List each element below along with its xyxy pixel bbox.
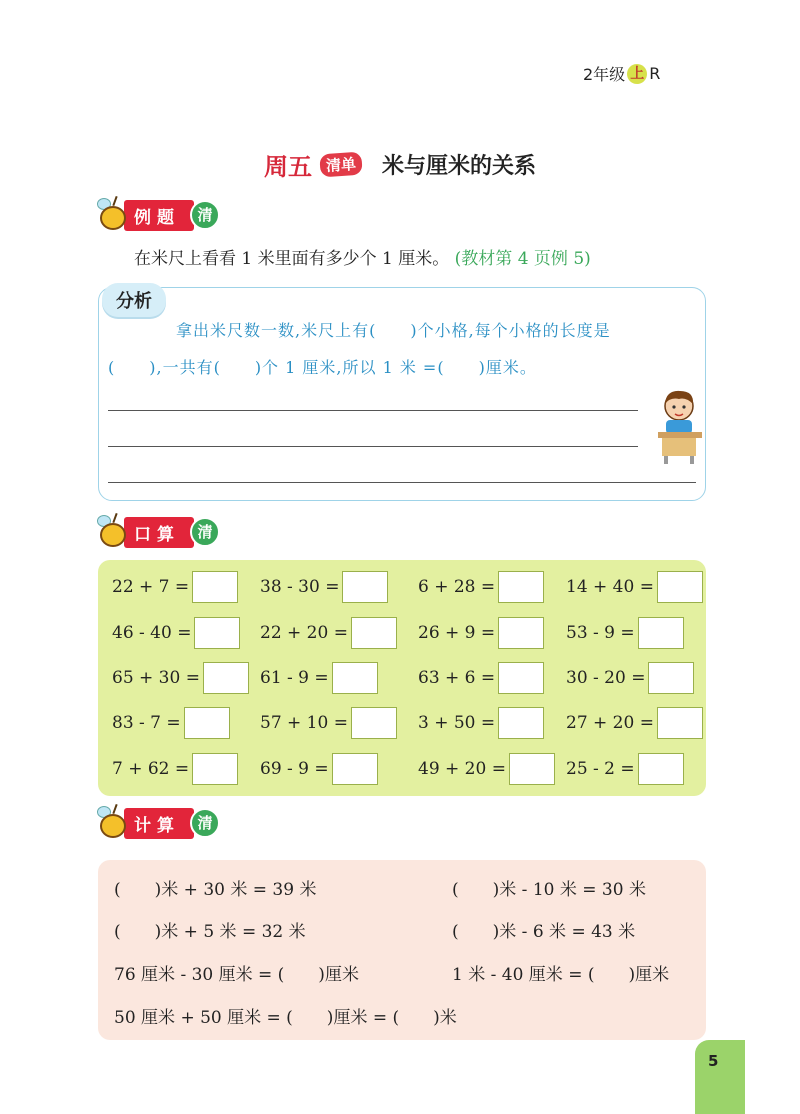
oral-item (112, 661, 249, 695)
oral-expression: 38 - 30 = (260, 577, 340, 597)
oral-expression: 22 + 7 = (112, 577, 190, 597)
title-topic: 米与厘米的关系 (382, 153, 537, 179)
answer-box[interactable] (184, 707, 230, 739)
answer-box[interactable] (648, 662, 694, 694)
oral-item (418, 570, 544, 604)
oral-expression: 6 + 28 = (418, 577, 496, 597)
calc-item[interactable]: ( )米 + 5 米 = 32 米 (114, 921, 306, 942)
oral-item (418, 661, 544, 695)
answer-box[interactable] (498, 662, 544, 694)
example-question (134, 244, 591, 269)
oral-item (566, 570, 703, 604)
bee-icon (96, 198, 130, 232)
oral-expression: 3 + 50 = (418, 713, 496, 733)
title-day: 周五 (263, 153, 312, 181)
answer-box[interactable] (638, 617, 684, 649)
analysis-label: 分析 (102, 283, 166, 317)
qing-badge: 清 (190, 808, 220, 838)
analysis-line-1: 拿出米尺数一数,米尺上有( )个小格,每个小格的长度是 (176, 321, 611, 340)
answer-box[interactable] (498, 571, 544, 603)
answer-box[interactable] (498, 707, 544, 739)
answer-box[interactable] (657, 707, 703, 739)
calc-item[interactable]: ( )米 - 6 米 = 43 米 (452, 921, 636, 942)
oral-expression: 26 + 9 = (418, 623, 496, 643)
answer-box[interactable] (332, 753, 378, 785)
title-badge: 清单 (319, 152, 363, 178)
answer-box[interactable] (351, 707, 397, 739)
grade-suffix: R (649, 64, 661, 83)
oral-expression: 83 - 7 = (112, 713, 181, 733)
section-label: 口算 (124, 517, 194, 548)
oral-expression: 61 - 9 = (260, 668, 329, 688)
oral-item (112, 616, 240, 650)
grade-label (583, 62, 660, 85)
answer-box[interactable] (332, 662, 378, 694)
section-header-oral (96, 515, 220, 549)
answer-box[interactable] (657, 571, 703, 603)
bee-icon (96, 515, 130, 549)
bee-icon (96, 806, 130, 840)
section-header-calc (96, 806, 220, 840)
calc-item[interactable]: 76 厘米 - 30 厘米 = ( )厘米 (114, 964, 359, 985)
oral-expression: 49 + 20 = (418, 759, 506, 779)
page-number: 5 (708, 1052, 719, 1070)
oral-item (112, 706, 230, 740)
oral-item (260, 706, 397, 740)
oral-expression: 22 + 20 = (260, 623, 348, 643)
oral-expression: 30 - 20 = (566, 668, 646, 688)
oral-expression: 63 + 6 = (418, 668, 496, 688)
oral-item (260, 661, 378, 695)
answer-box[interactable] (498, 617, 544, 649)
oral-expression: 53 - 9 = (566, 623, 635, 643)
oral-expression: 57 + 10 = (260, 713, 348, 733)
oral-expression: 27 + 20 = (566, 713, 654, 733)
oral-expression: 14 + 40 = (566, 577, 654, 597)
answer-box[interactable] (638, 753, 684, 785)
calc-item[interactable]: 1 米 - 40 厘米 = ( )厘米 (452, 964, 670, 985)
answer-box[interactable] (203, 662, 249, 694)
analysis-line-2: ( ),一共有( )个 1 厘米,所以 1 米 =( )厘米。 (108, 358, 537, 377)
section-label: 计算 (124, 808, 194, 839)
answer-box[interactable] (342, 571, 388, 603)
page-title (0, 147, 800, 182)
example-text: 在米尺上看看 1 米里面有多少个 1 厘米。 (134, 249, 450, 269)
oral-item (418, 706, 544, 740)
answer-box[interactable] (192, 571, 238, 603)
writing-line[interactable] (108, 410, 638, 411)
oral-item (418, 752, 555, 786)
oral-item (112, 752, 238, 786)
student-illustration-icon (652, 388, 706, 464)
grade-prefix: 2年级 (583, 65, 626, 84)
qing-badge: 清 (190, 200, 220, 230)
oral-item (112, 570, 238, 604)
example-source: (教材第 4 页例 5) (454, 249, 591, 269)
oral-expression: 69 - 9 = (260, 759, 329, 779)
oral-item (566, 706, 703, 740)
oral-expression: 65 + 30 = (112, 668, 200, 688)
oral-item (566, 616, 684, 650)
answer-box[interactable] (351, 617, 397, 649)
writing-line[interactable] (108, 482, 696, 483)
calc-item[interactable]: ( )米 - 10 米 = 30 米 (452, 879, 646, 900)
oral-item (260, 570, 388, 604)
oral-item (260, 616, 397, 650)
qing-badge: 清 (190, 517, 220, 547)
answer-box[interactable] (192, 753, 238, 785)
writing-line[interactable] (108, 446, 638, 447)
oral-expression: 25 - 2 = (566, 759, 635, 779)
oral-item (566, 752, 684, 786)
oral-item (418, 616, 544, 650)
calc-item[interactable]: ( )米 + 30 米 = 39 米 (114, 879, 317, 900)
oral-item (260, 752, 378, 786)
answer-box[interactable] (194, 617, 240, 649)
section-header-example (96, 198, 220, 232)
oral-expression: 46 - 40 = (112, 623, 192, 643)
page-tab (695, 1040, 745, 1114)
answer-box[interactable] (509, 753, 555, 785)
calc-item[interactable]: 50 厘米 + 50 厘米 = ( )厘米 = ( )米 (114, 1007, 457, 1028)
oral-expression: 7 + 62 = (112, 759, 190, 779)
grade-up-badge: 上 (627, 64, 647, 84)
section-label: 例题 (124, 200, 194, 231)
oral-item (566, 661, 694, 695)
